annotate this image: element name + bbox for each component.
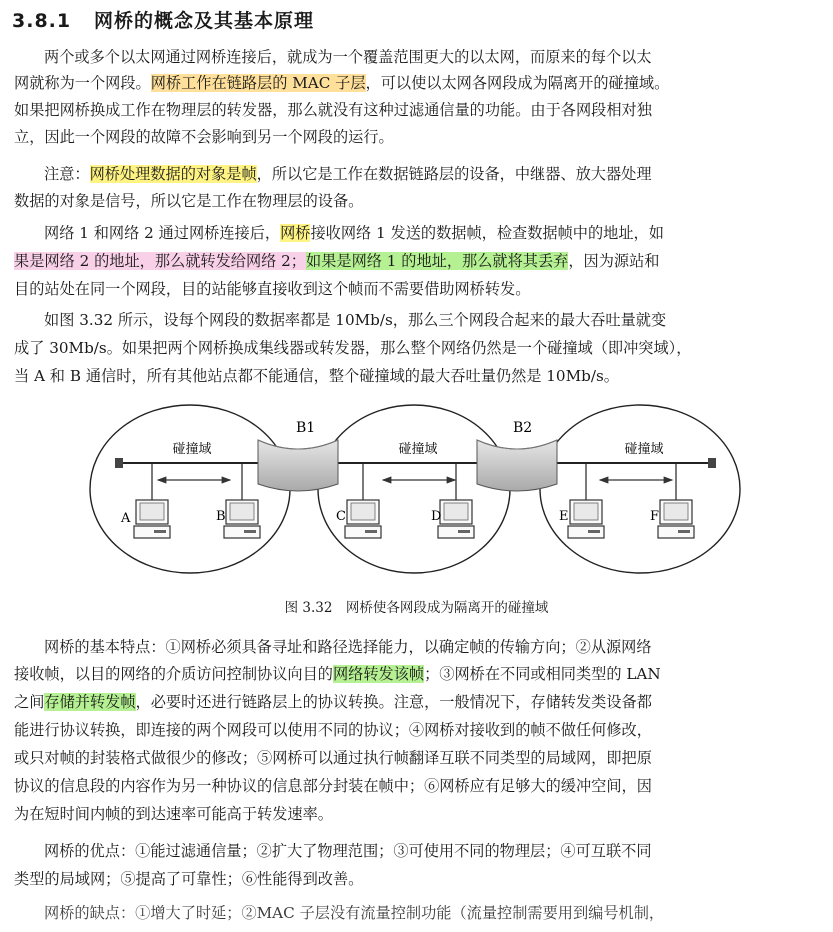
text-line: 类型的局域网；⑤提高了可靠性；⑥性能得到改善。 <box>14 870 364 888</box>
text-line: 网桥的基本特点：①网桥必须具备寻址和路径选择能力，以确定帧的传输方向；②从源网络 <box>44 638 652 656</box>
text-line: 为在短时间内帧的到达速率可能高于转发速率。 <box>14 805 333 823</box>
figure-3-32 <box>0 396 833 626</box>
text-line: 网桥的缺点：①增大了时延；②MAC 子层没有流量控制功能（流量控制需要用到编号机制， <box>44 904 665 922</box>
text-line: 网就称为一个网段。网桥工作在链路层的 MAC 子层，可以使以太网各网段成为隔离开的碰撞域。 <box>14 74 670 92</box>
section-number: 3.8.1 <box>12 10 72 32</box>
station-a <box>134 500 170 538</box>
collision-domain-label-2: 碰撞域 <box>398 442 438 457</box>
highlight-store-forward: 存储并转发帧 <box>44 693 136 711</box>
station-e <box>568 500 604 538</box>
text-line: 目的站处在同一个网段，目的站能够直接收到这个帧而不需要借助网桥转发。 <box>14 280 531 298</box>
text-line: 数据的对象是信号，所以它是工作在物理层的设备。 <box>14 192 364 210</box>
section-title: 网桥的概念及其基本原理 <box>93 10 314 32</box>
collision-domain-2 <box>318 405 510 573</box>
bridge-b2 <box>477 420 557 491</box>
bridge-diagram <box>0 396 833 596</box>
terminator-right <box>708 458 716 468</box>
station-label-a: A <box>121 511 131 526</box>
highlight-bridge-mac: 网桥工作在链路层的 MAC 子层 <box>150 74 366 92</box>
text-line: 能进行协议转换，即连接的两个网段可以使用不同的协议；④网桥对接收到的帧不做任何修改， <box>14 721 652 739</box>
station-c <box>345 500 381 538</box>
terminator-left <box>115 458 123 468</box>
text-line: 注意：网桥处理数据的对象是帧，所以它是工作在数据链路层的设备，中继器、放大器处理 <box>44 165 652 183</box>
station-label-f: F <box>650 509 660 524</box>
highlight-forward-frame: 网络转发该帧 <box>332 665 425 683</box>
station-label-d: D <box>431 509 442 524</box>
text-line: 网络 1 和网络 2 通过网桥连接后，网桥接收网络 1 发送的数据帧，检查数据帧中的地址，如 <box>44 224 664 242</box>
text-line: 接收帧，以目的网络的介质访问控制协议向目的网络转发该帧；③网桥在不同或相同类型的 LAN <box>14 665 661 683</box>
text-line: 或只对帧的封装格式做很少的修改；⑤网桥可以通过执行帧翻译互联不同类型的局域网，即把原 <box>14 749 652 767</box>
text-line: 果是网络 2 的地址，那么就转发给网络 2；如果是网络 1 的地址，那么就将其丢弃，因为源站和 <box>14 252 660 270</box>
text-line: 之间存储并转发帧，必要时还进行链路层上的协议转换。注意，一般情况下，存储转发类设备都 <box>14 693 652 711</box>
station-d <box>438 500 474 538</box>
station-b <box>224 500 260 538</box>
figure-caption: 图 3.32 网桥使各网段成为隔离开的碰撞域 <box>284 600 549 616</box>
collision-domain-3 <box>540 405 740 573</box>
highlight-discard: 如果是网络 1 的地址，那么就将其丢弃 <box>306 252 569 270</box>
text-line: 协议的信息段的内容作为另一种协议的信息部分封装在帧中；⑥网桥应有足够大的缓冲空间，因 <box>14 777 652 795</box>
text-line: 当 A 和 B 通信时，所有其他站点都不能通信，整个碰撞域的最大吞吐量仍然是 10Mb/s。 <box>14 367 619 385</box>
text-line: 立，因此一个网段的故障不会影响到另一个网段的运行。 <box>14 128 394 146</box>
bridge-b1 <box>258 420 338 491</box>
station-label-c: C <box>336 509 346 524</box>
station-f <box>658 500 694 538</box>
highlight-bridge: 网桥 <box>280 224 311 242</box>
station-label-b: B <box>216 509 226 524</box>
text-line: 如果把网桥换成工作在物理层的转发器，那么就没有这种过滤通信量的功能。由于各网段相对独 <box>14 101 652 119</box>
bridge-label-b1: B1 <box>296 420 316 436</box>
section-heading <box>12 6 314 33</box>
station-label-e: E <box>559 509 569 524</box>
collision-domain-label-1: 碰撞域 <box>172 442 212 457</box>
bridge-label-b2: B2 <box>513 420 533 436</box>
text-line: 网桥的优点：①能过滤通信量；②扩大了物理范围；③可使用不同的物理层；④可互联不同 <box>44 842 652 860</box>
text-line: 两个或多个以太网通过网桥连接后，就成为一个覆盖范围更大的以太网，而原来的每个以太 <box>44 48 652 66</box>
collision-domain-1 <box>90 405 290 573</box>
collision-domain-label-3: 碰撞域 <box>624 442 664 457</box>
text-line: 成了 30Mb/s。如果把两个网桥换成集线器或转发器，那么整个网络仍然是一个碰撞域（即冲突域）， <box>14 339 692 357</box>
text-line: 如图 3.32 所示，设每个网段的数据率都是 10Mb/s，那么三个网段合起来的最大吞吐量就变 <box>44 311 667 329</box>
highlight-forward: 果是网络 2 的地址，那么就转发给网络 2； <box>14 252 306 270</box>
highlight-frame: 网桥处理数据的对象是帧 <box>89 165 257 183</box>
